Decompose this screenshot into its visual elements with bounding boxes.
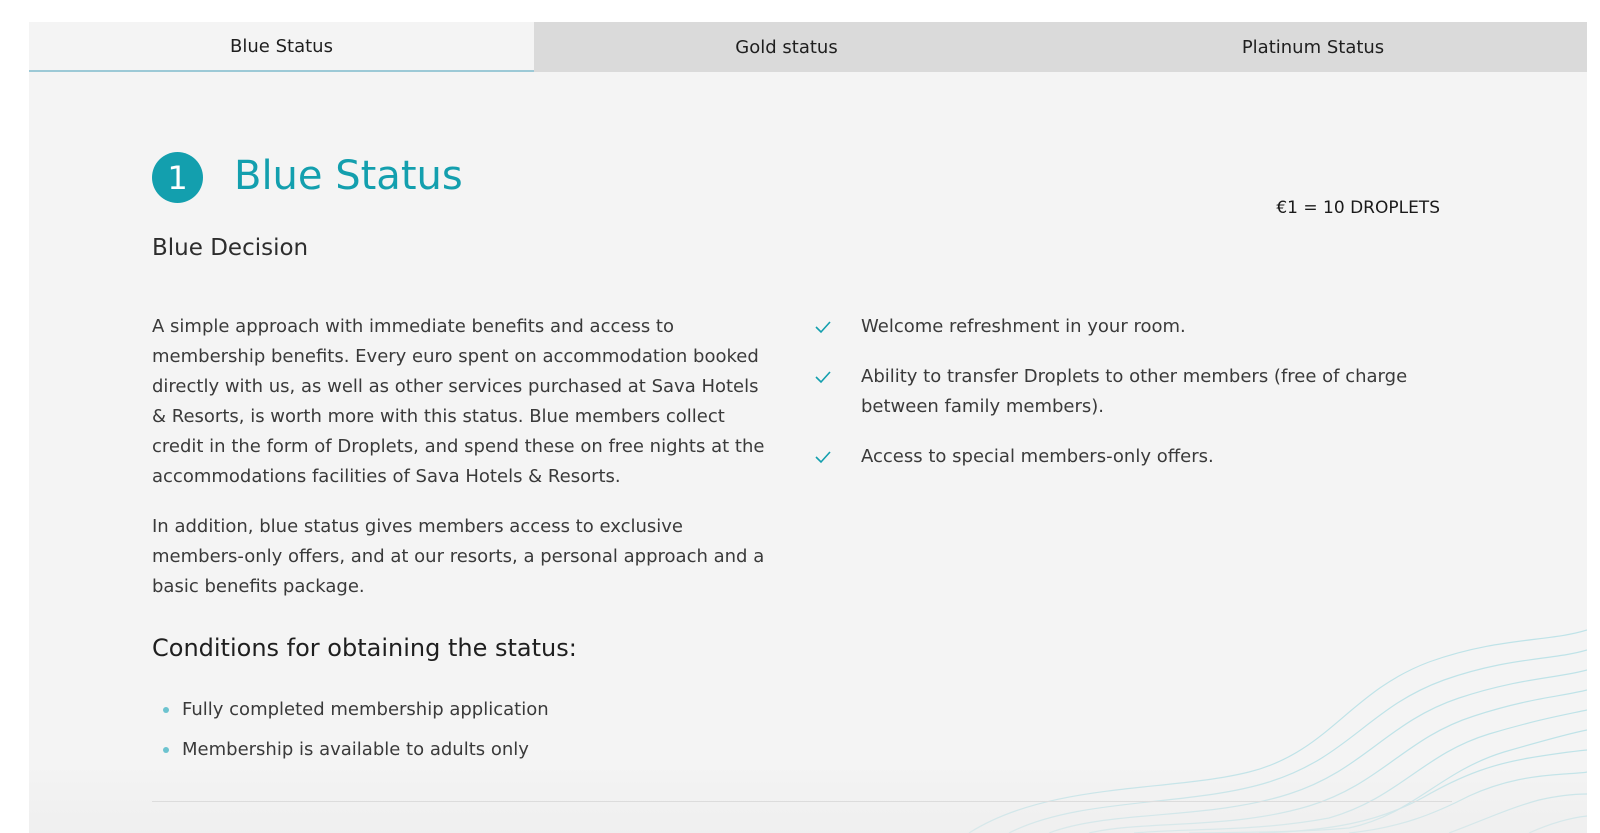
section-divider [152, 801, 1452, 802]
status-number-badge: 1 [152, 152, 203, 203]
description-paragraph: In addition, blue status gives members access to exclusive members-only offers, and at our resorts, a personal approach and a basic benefits package. [152, 516, 765, 597]
condition-text: Fully completed membership application [182, 699, 549, 720]
check-icon [815, 370, 831, 384]
benefit-item [815, 362, 1455, 422]
condition-item [152, 690, 549, 730]
benefits-list [815, 312, 1455, 492]
benefit-item [815, 442, 1455, 472]
bullet-icon [163, 707, 169, 713]
status-description [152, 312, 777, 622]
tab-gold-status[interactable]: Gold status [735, 36, 838, 58]
conditions-heading: Conditions for obtaining the status: [152, 634, 577, 662]
check-icon [815, 450, 831, 464]
droplets-rate: €1 = 10 DROPLETS [1276, 198, 1440, 218]
benefit-text: Ability to transfer Droplets to other members (free of charge between family members). [861, 366, 1408, 417]
bullet-icon [163, 747, 169, 753]
status-tabs [29, 22, 1587, 72]
condition-text: Membership is available to adults only [182, 739, 529, 760]
benefit-item [815, 312, 1455, 342]
conditions-list [152, 690, 549, 770]
check-icon [815, 320, 831, 334]
status-panel [29, 22, 1587, 833]
status-title: Blue Status [234, 153, 463, 199]
tab-platinum-status[interactable]: Platinum Status [1241, 36, 1385, 58]
benefit-text: Welcome refreshment in your room. [861, 316, 1186, 337]
tab-blue-status[interactable]: Blue Status [29, 22, 534, 72]
condition-item [152, 730, 549, 770]
description-paragraph: A simple approach with immediate benefits and access to membership benefits. Every euro spent on accommodation booked directly with us, as well as other services purchased at Sava Hotels & Resorts, is worth more with this status. Blue members collect credit in the form of Droplets, and spend these on free nights at the accommodations facilities of Sava Hotels & Resorts. [152, 316, 765, 487]
decorative-wave-lines [909, 582, 1587, 833]
status-subtitle: Blue Decision [152, 235, 309, 261]
benefit-text: Access to special members-only offers. [861, 446, 1214, 467]
